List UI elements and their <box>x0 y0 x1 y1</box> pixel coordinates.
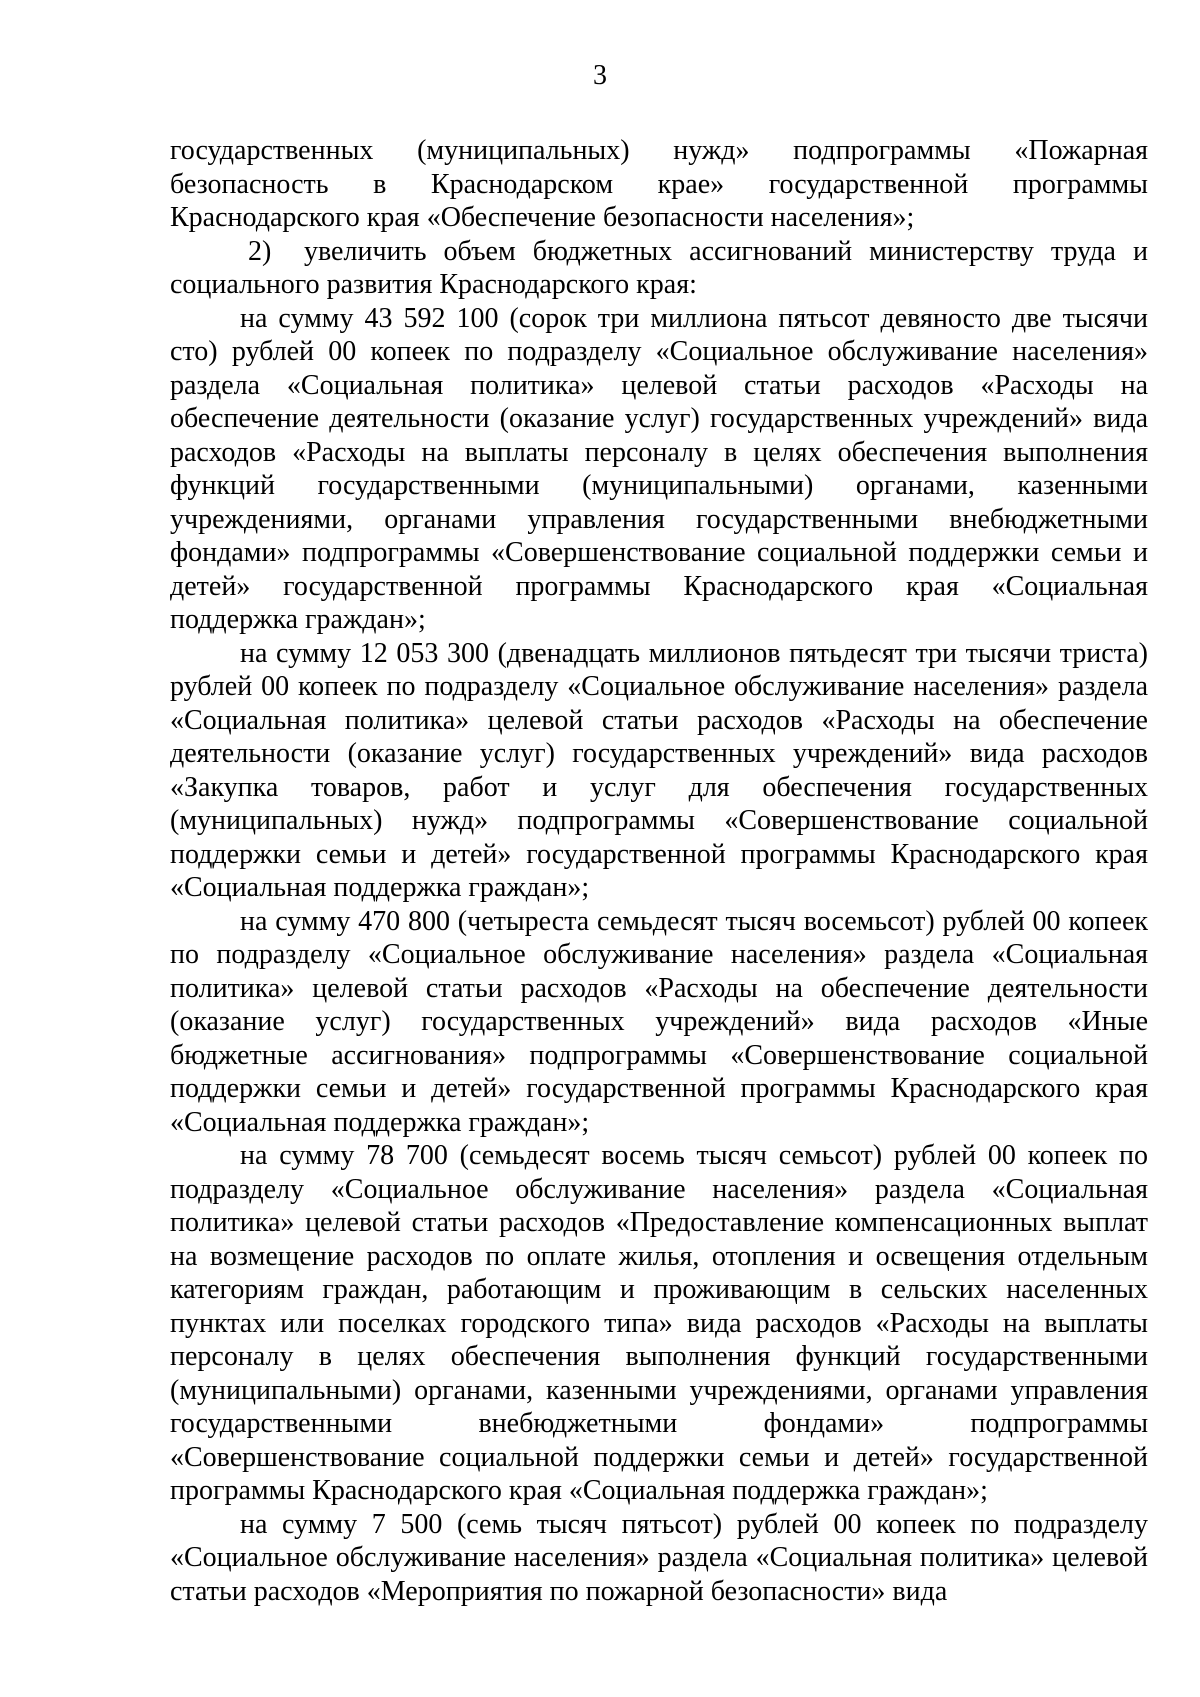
list-item-2 <box>170 235 1148 302</box>
document-body <box>170 134 1148 1608</box>
list-item-text: увеличить объем бюджетных ассигнований министерству труда и социального развития Краснодарского края: <box>170 235 1148 300</box>
paragraph-amount-78700: на сумму 78 700 (семьдесят восемь тысяч семьсот) рублей 00 копеек по подразделу «Социальное обслуживание населения» раздела «Социальная политика» целевой статьи расходов «Предоставление компенсационных выплат на возмещение расходов по оплате жилья, отопления и освещения отдельным категориям граждан, работающим и проживающим в сельских населенных пунктах или поселках городского типа» вида расходов «Расходы на выплаты персоналу в целях обеспечения выполнения функций государственными (муниципальными) органами, казенными учреждениями, органами управления государственными внебюджетными фондами» подпрограммы «Совершенствование социальной поддержки семьи и детей» государственной программы Краснодарского края «Социальная поддержка граждан»; <box>170 1140 1148 1506</box>
paragraph-continuation: государственных (муниципальных) нужд» подпрограммы «Пожарная безопасность в Краснодарском крае» государственной программы Краснодарского края «Обеспечение безопасности населения»; <box>170 135 1148 233</box>
paragraph-amount-7500: на сумму 7 500 (семь тысяч пятьсот) рублей 00 копеек по подразделу «Социальное обслуживание населения» раздела «Социальная политика» целевой статьи расходов «Мероприятия по пожарной безопасности» вида <box>170 1508 1148 1607</box>
paragraph-amount-12053300: на сумму 12 053 300 (двенадцать миллионов пятьдесят три тысячи триста) рублей 00 копеек по подразделу «Социальное обслуживание населения» раздела «Социальная политика» целевой статьи расходов «Расходы на обеспечение деятельности (оказание услуг) государственных учреждений» вида расходов «Закупка товаров, работ и услуг для обеспечения государственных (муниципальных) нужд» подпрограммы «Совершенствование социальной поддержки семьи и детей» государственной программы Краснодарского края «Социальная поддержка граждан»; <box>170 637 1148 903</box>
paragraph-amount-470800: на сумму 470 800 (четыреста семьдесят тысяч восемьсот) рублей 00 копеек по подразделу «Социальное обслуживание населения» раздела «Социальная политика» целевой статьи расходов «Расходы на обеспечение деятельности (оказание услуг) государственных учреждений» вида расходов «Иные бюджетные ассигнования» подпрограммы «Совершенствование социальной поддержки семьи и детей» государственной программы Краснодарского края «Социальная поддержка граждан»; <box>170 905 1148 1138</box>
page-number: 3 <box>593 60 607 91</box>
list-item-number: 2) <box>248 235 272 267</box>
paragraph-amount-43592100: на сумму 43 592 100 (сорок три миллиона пятьсот девяносто две тысячи сто) рублей 00 копеек по подразделу «Социальное обслуживание населения» раздела «Социальная политика» целевой статьи расходов «Расходы на обеспечение деятельности (оказание услуг) государственных учреждений» вида расходов «Расходы на выплаты персоналу в целях обеспечения выполнения функций государственными (муниципальными) органами, казенными учреждениями, органами управления государственными внебюджетными фондами» подпрограммы «Совершенствование социальной поддержки семьи и детей» государственной программы Краснодарского края «Социальная поддержка граждан»; <box>170 302 1148 635</box>
